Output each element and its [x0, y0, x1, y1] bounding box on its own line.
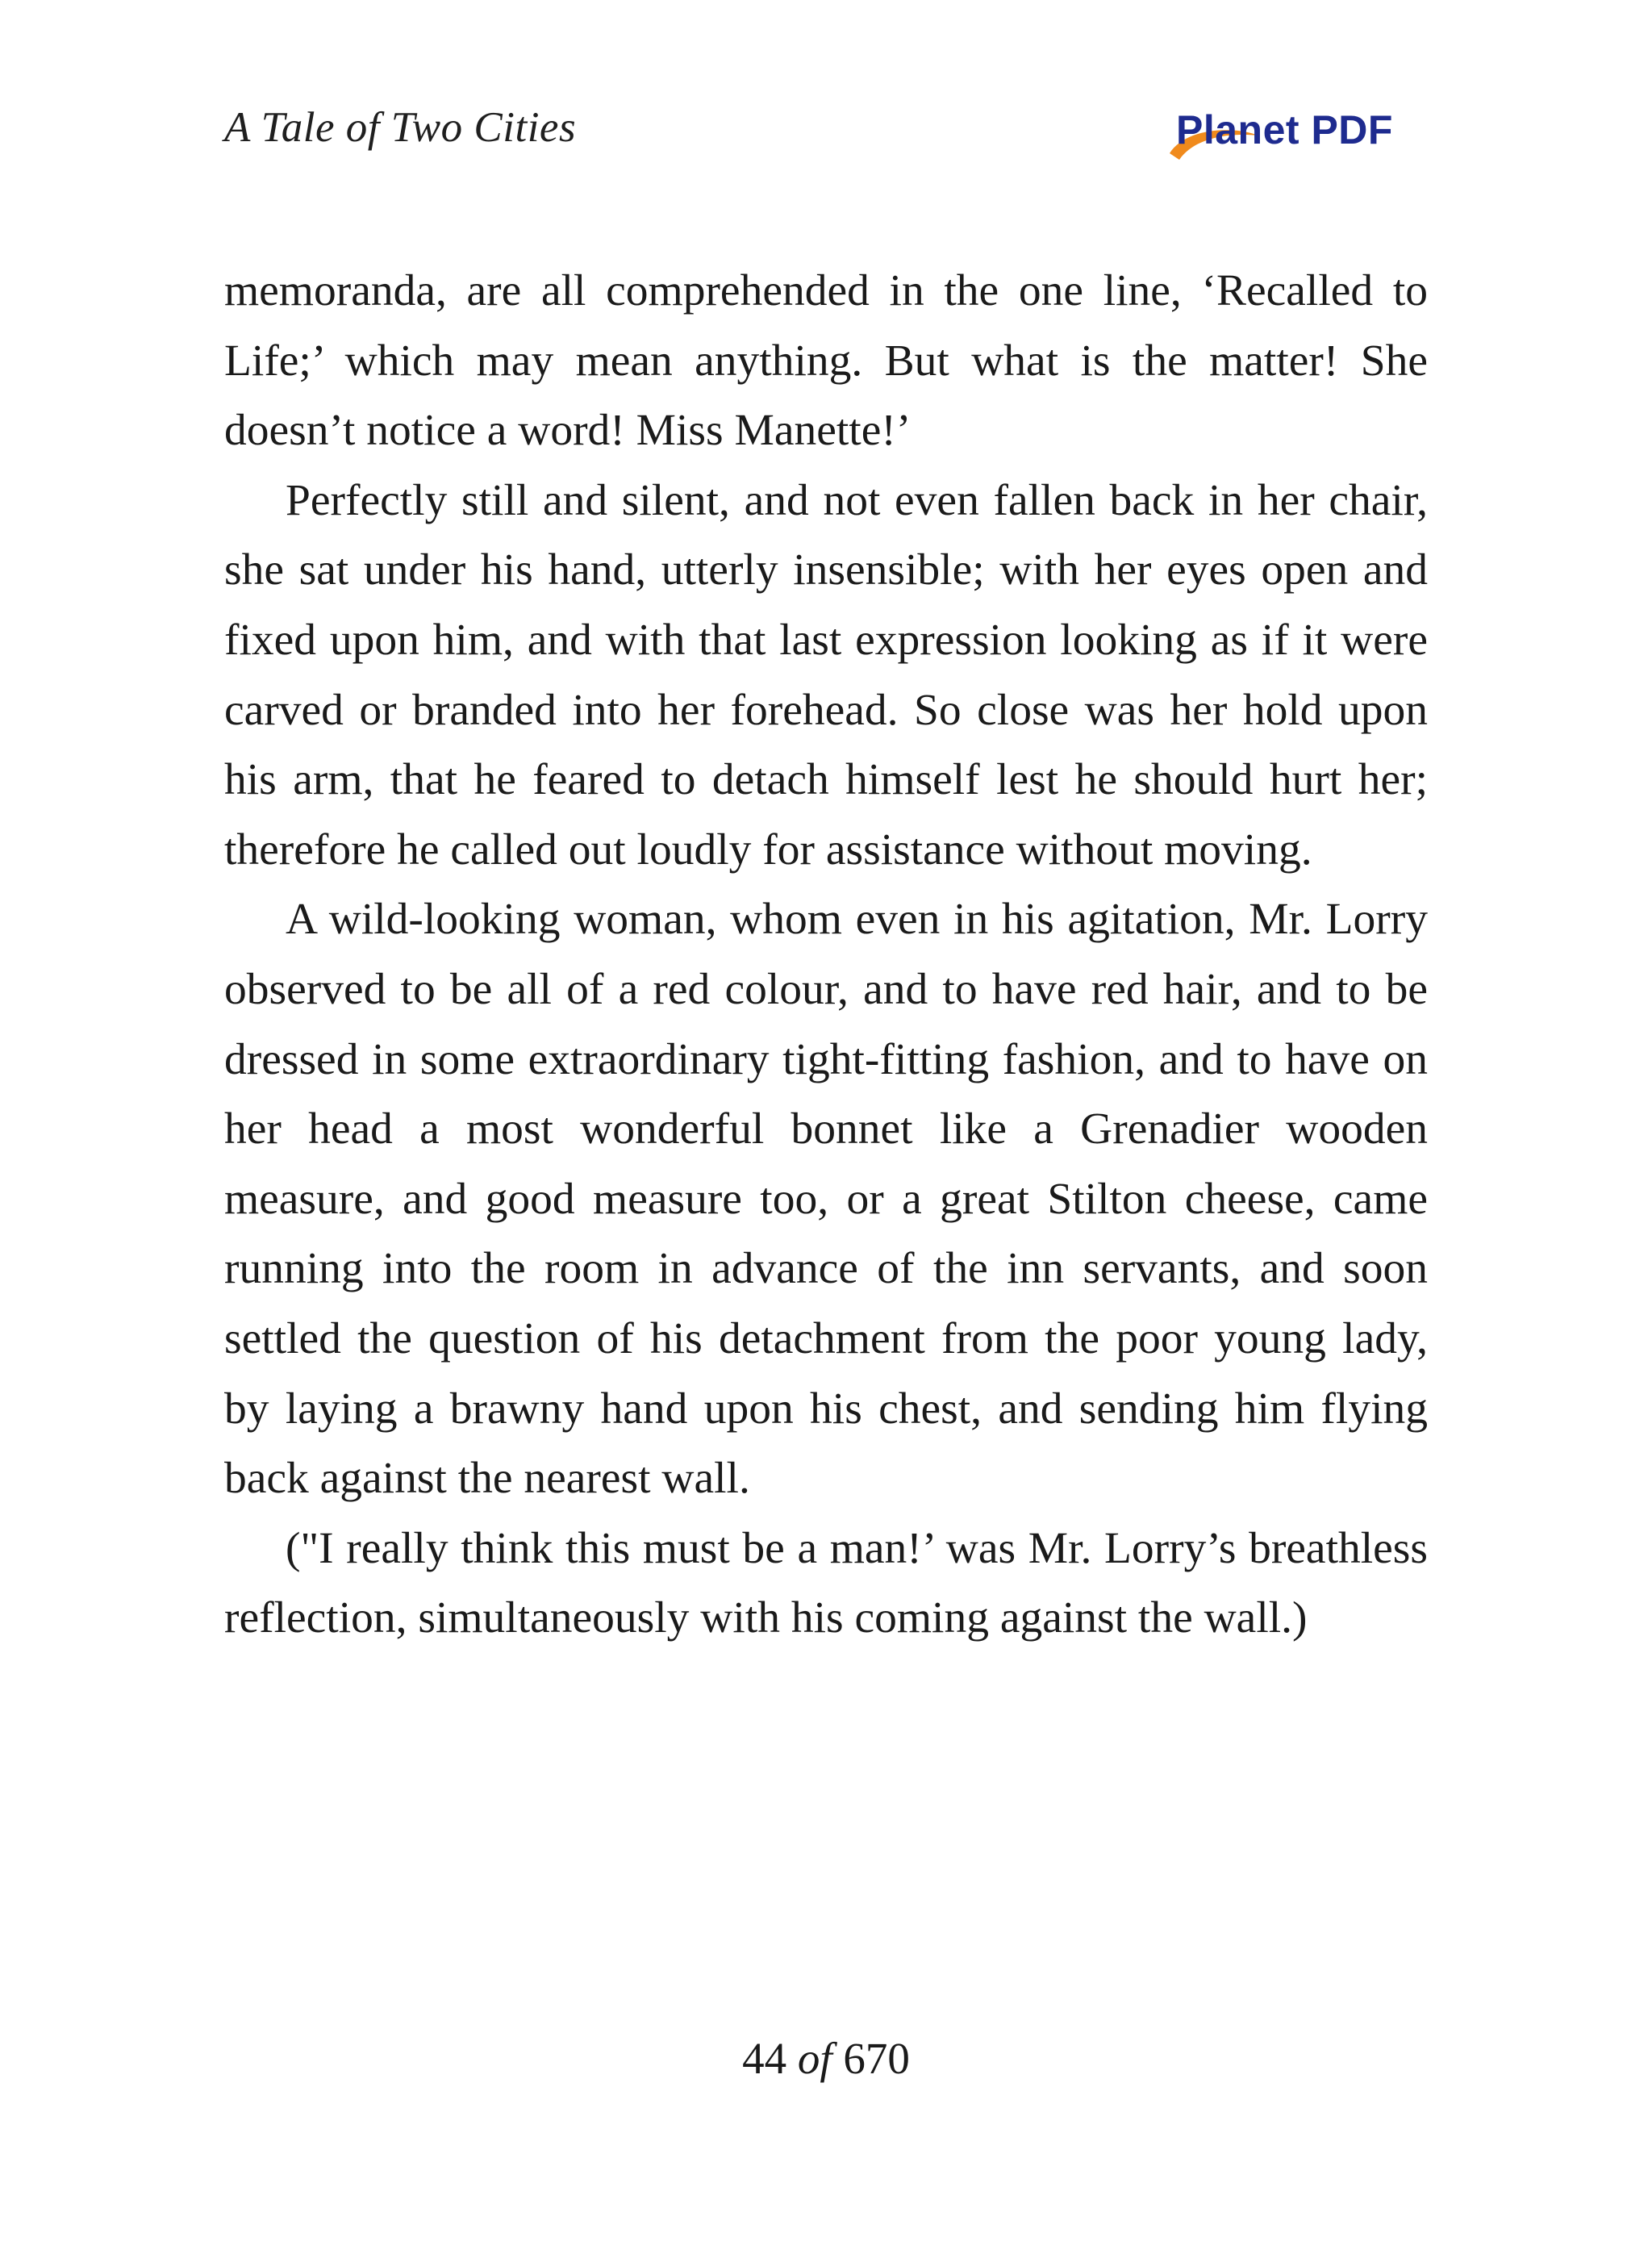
page-of-label: of — [797, 2034, 832, 2083]
planet-pdf-logo — [1162, 103, 1420, 168]
paragraph: Perfectly still and silent, and not even fallen back in her chair, she sat under his hand, utterly insensible; with her eyes open and fixed upon him, and with that last expression looking as if it were carved or branded into her forehead. So close was her hold upon his arm, that he feared to detach himself lest he should hurt her; therefore he called out loudly for assistance without moving. — [224, 475, 1428, 874]
paragraph-continuation: memoranda, are all comprehended in the one line, ‘Recalled to Life;’ which may mean anything. But what is the matter! She doesn’t notice a word! Miss Manette!’ — [224, 266, 1428, 456]
body-text — [224, 257, 1428, 1654]
paragraph: ("I really think this must be a man!’ was Mr. Lorry’s breathless reflection, simultaneously with his coming against the wall.) — [224, 1523, 1428, 1643]
page-number — [0, 2033, 1652, 2084]
logo-text: Planet PDF — [1176, 107, 1393, 152]
total-page-count: 670 — [843, 2034, 910, 2083]
current-page-number: 44 — [742, 2034, 787, 2083]
paragraph: A wild-looking woman, whom even in his agitation, Mr. Lorry observed to be all of a red colour, and to have red hair, and to be dressed in some extraordinary tight-fitting fashion, and to have on her head a most wonderful bonnet like a Grenadier wooden measure, and good measure too, or a great Stilton cheese, came running into the room in advance of the inn servants, and soon settled the question of his detachment from the poor young lady, by laying a brawny hand upon his chest, and sending him flying back against the nearest wall. — [224, 895, 1428, 1504]
running-head-title: A Tale of Two Cities — [224, 104, 577, 151]
